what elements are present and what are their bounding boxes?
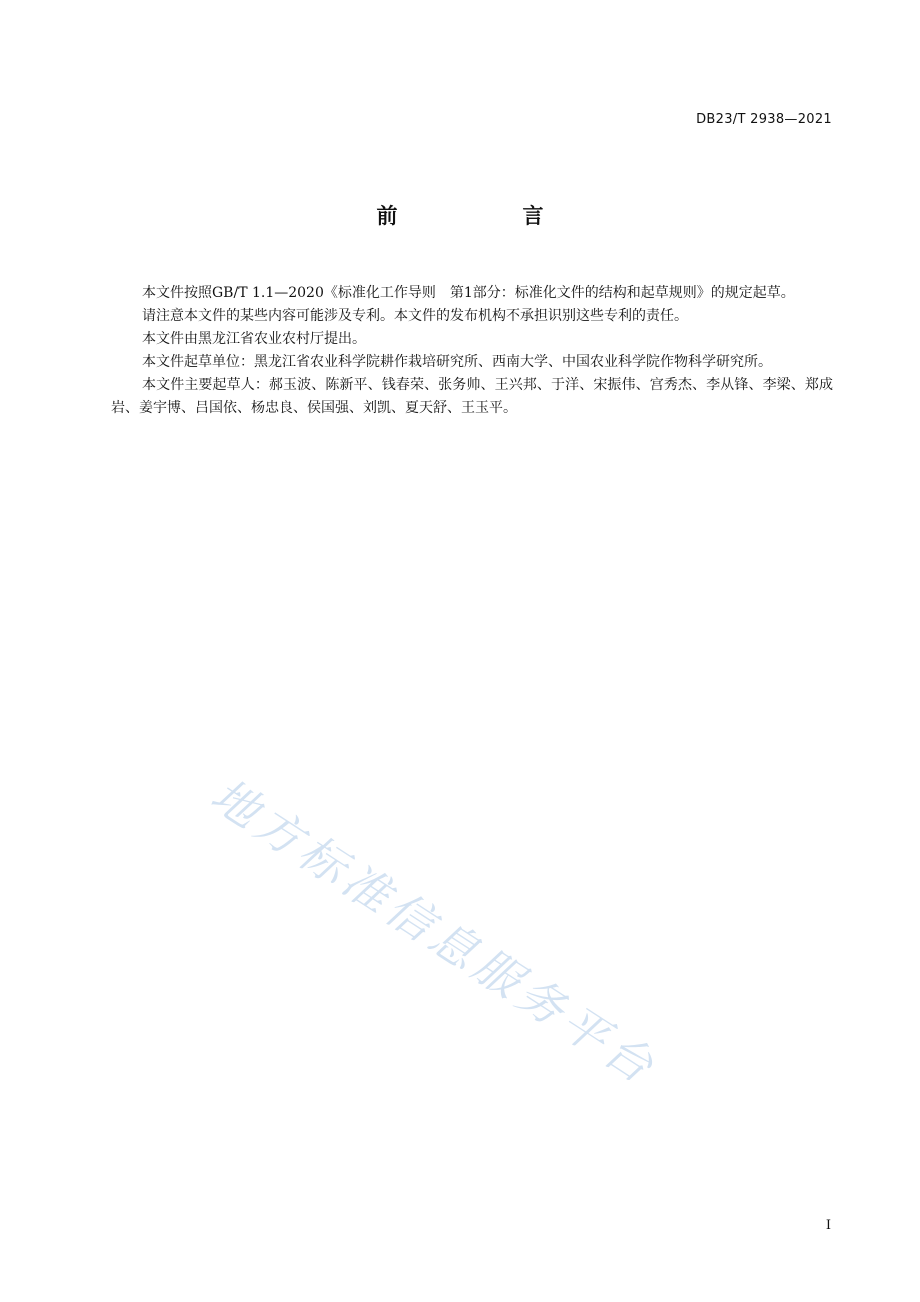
foreword-body <box>111 282 833 420</box>
paragraph-proposer: 本文件由黑龙江省农业农村厅提出。 <box>142 331 366 347</box>
watermark: 地方标准信息服务平台 <box>201 767 668 1097</box>
page-number: I <box>825 1218 831 1233</box>
paragraph-drafting-rules: 本文件按照GB/T 1.1—2020《标准化工作导则 第1部分：标准化文件的结构和起草规则》的规定起草。 <box>142 285 795 301</box>
page-title: 前 言 <box>376 204 596 228</box>
document-number: DB23/T 2938—2021 <box>696 112 832 127</box>
paragraph-patent-notice: 请注意本文件的某些内容可能涉及专利。本文件的发布机构不承担识别这些专利的责任。 <box>142 308 688 324</box>
paragraph-drafters: 本文件主要起草人：郝玉波、陈新平、钱春荣、张务帅、王兴邦、于洋、宋振伟、宫秀杰、李从锋、李梁、郑成岩、姜宇博、吕国依、杨忠良、侯国强、刘凯、夏天舒、王玉平。 <box>111 377 833 416</box>
paragraph-drafting-units: 本文件起草单位：黑龙江省农业科学院耕作栽培研究所、西南大学、中国农业科学院作物科学研究所。 <box>142 354 772 370</box>
